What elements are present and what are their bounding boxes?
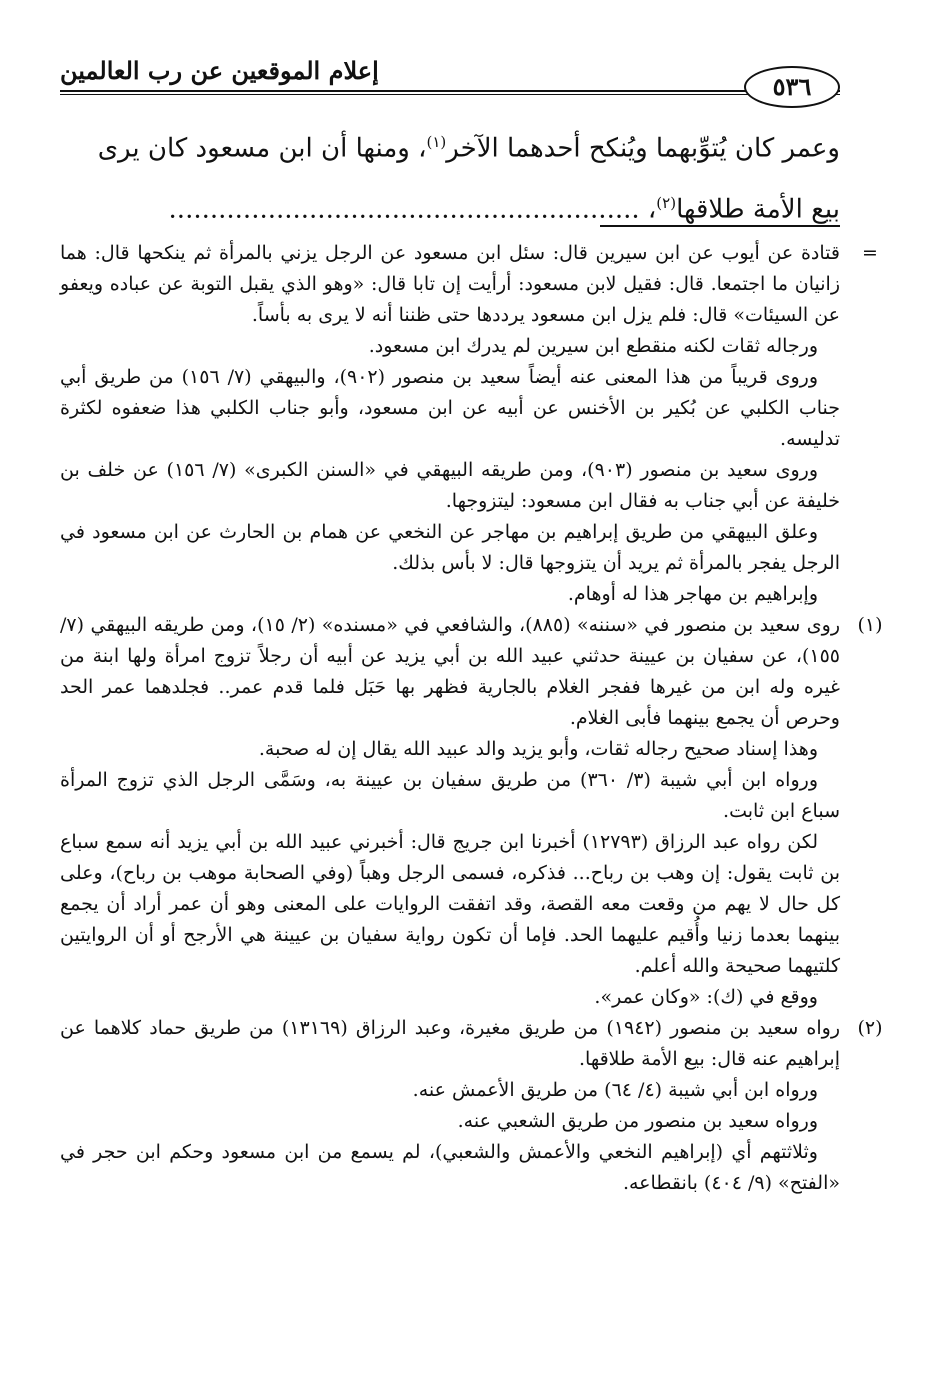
footnote-marker: (٢) [857,1017,883,1039]
footnote-ref-2[interactable]: (٢) [656,193,677,212]
footnote-paragraph: ووقع في (ك): «وكان عمر». [594,986,818,1008]
header-rule-thin [60,94,840,95]
main-line-2 [60,176,840,237]
footnote-paragraph: ورواه ابن أبي شيبة (٣/ ٣٦٠) من طريق سفيان بن عيينة به، وسَمَّى الرجل الذي تزوج المرأة سباع ابن ثابت. [60,769,840,822]
footnote-paragraph: وروى قريباً من هذا المعنى عنه أيضاً سعيد بن منصور (٩٠٢)، والبيهقي (٧/ ١٥٦) من طريق أبي جناب الكلبي عن بُكير بن الأخنس عن أبيه عن ابن مسعود، وأبو جناب الكلبي هذا ضعفوه لكثرة تدليسه. [60,366,840,450]
footnote-paragraph: رواه سعيد بن منصور (١٩٤٢) من طريق مغيرة، وعبد الرزاق (١٣١٦٩) من طريق حماد كلاهما عن إبراهيم عنه قال: بيع الأمة طلاقها. [60,1017,840,1070]
footnote-ref-1[interactable]: (١) [426,133,447,151]
footnote-marker: = [862,242,878,264]
book-title: إعلام الموقعين عن رب العالمين [60,56,379,85]
main-line-1 [60,115,840,176]
page-number: ٥٣٦ [744,66,840,108]
footnote-paragraph: وروى سعيد بن منصور (٩٠٣)، ومن طريقه البيهقي في «السنن الكبرى» (٧/ ١٥٦) عن خلف بن خليفة عن أبي جناب به فقال ابن مسعود: ليتزوجها. [60,459,840,512]
footnotes [60,238,883,1199]
footnote-paragraph: وثلاثتهم أي (إبراهيم النخعي والأعمش والشعبي)، لم يسمع من ابن مسعود وحكم ابن حجر في «الفتح» (٩/ ٤٠٤) بانقطاعه. [60,1141,840,1194]
footnote-paragraph: ورواه ابن أبي شيبة (٤/ ٦٤) من طريق الأعمش عنه. [412,1079,818,1101]
page-header [60,48,840,101]
footnote-paragraph: وهذا إسناد صحيح رجاله ثقات، وأبو يزيد والد عبيد الله يقال إن له صحبة. [258,738,818,760]
footnote-marker: (١) [857,614,883,636]
footnote-paragraph: قتادة عن أيوب عن ابن سيرين قال: سئل ابن مسعود عن الرجل يزني بالمرأة ثم ينكحها قال: هما زانيان ما اجتمعا. قال: فقيل لابن مسعود: أرأيت إن تابا قال: «وهو الذي يقبل التوبة عن عباده ويعفو عن السيئات» قال: فلم يزل ابن مسعود يرددها حتى ظننا أنه لا يرى به بأساً. [60,242,840,326]
main-line-1-text: وعمر كان يُتوِّبهما ويُنكح أحدهما الآخر [446,133,840,164]
header-rule [60,90,840,92]
main-line-2-tail: ، ......................................................... [168,194,657,225]
footnote-1 [60,610,883,1013]
main-line-1-tail: ، ومنها أن ابن مسعود كان يرى [97,133,427,164]
footnote-divider [600,225,840,227]
footnote-continued [60,238,878,610]
main-text [60,115,840,236]
footnote-2 [60,1013,883,1199]
footnote-paragraph: ورجاله ثقات لكنه منقطع ابن سيرين لم يدرك ابن مسعود. [368,335,818,357]
footnote-paragraph: روى سعيد بن منصور في «سننه» (٨٨٥)، والشافعي في «مسنده» (٢/ ١٥)، ومن طريقه البيهقي (٧/ ١٥٥)، عن سفيان بن عيينة حدثني عبيد الله بن أبي يزيد عن أبيه أن رجلاً تزوج امرأة ولها ابنة من غيره وله ابن من غيرها ففجر الغلام بالجارية فظهر بها حَبَل فلما قدم عمر.. فجلدهما عمر الحد وحرص أن يجمع بينهما فأبى الغلام. [60,614,840,729]
footnote-paragraph: وإبراهيم بن مهاجر هذا له أوهام. [567,583,818,605]
footnote-paragraph: وعلق البيهقي من طريق إبراهيم بن مهاجر عن النخعي عن همام بن الحارث عن ابن مسعود في الرجل يفجر بالمرأة ثم يريد أن يتزوجها قال: لا بأس بذلك. [60,521,840,574]
main-line-2-text: بيع الأمة طلاقها [676,194,840,225]
footnote-paragraph: لكن رواه عبد الرزاق (١٢٧٩٣) أخبرنا ابن جريج قال: أخبرني عبيد الله بن أبي يزيد أنه سمع سباع بن ثابت يقول: إن وهب بن رباح... فذكره، فسمى الرجل وهباً (وفي الصحابة موهب بن رباح)، وعلى كل حال لا يهم من وقعت معه القصة، وقد اتفقت الروايات على المعنى وهو أن عمر أراد أن يجمع بينهما بعدما زنيا وأُقيم عليهما الحد. فإما أن تكون رواية سفيان بن عيينة هي الأرجح أو أن الروايتين كلتيهما صحيحة والله أعلم. [60,831,840,977]
footnote-paragraph: ورواه سعيد بن منصور من طريق الشعبي عنه. [457,1110,818,1132]
